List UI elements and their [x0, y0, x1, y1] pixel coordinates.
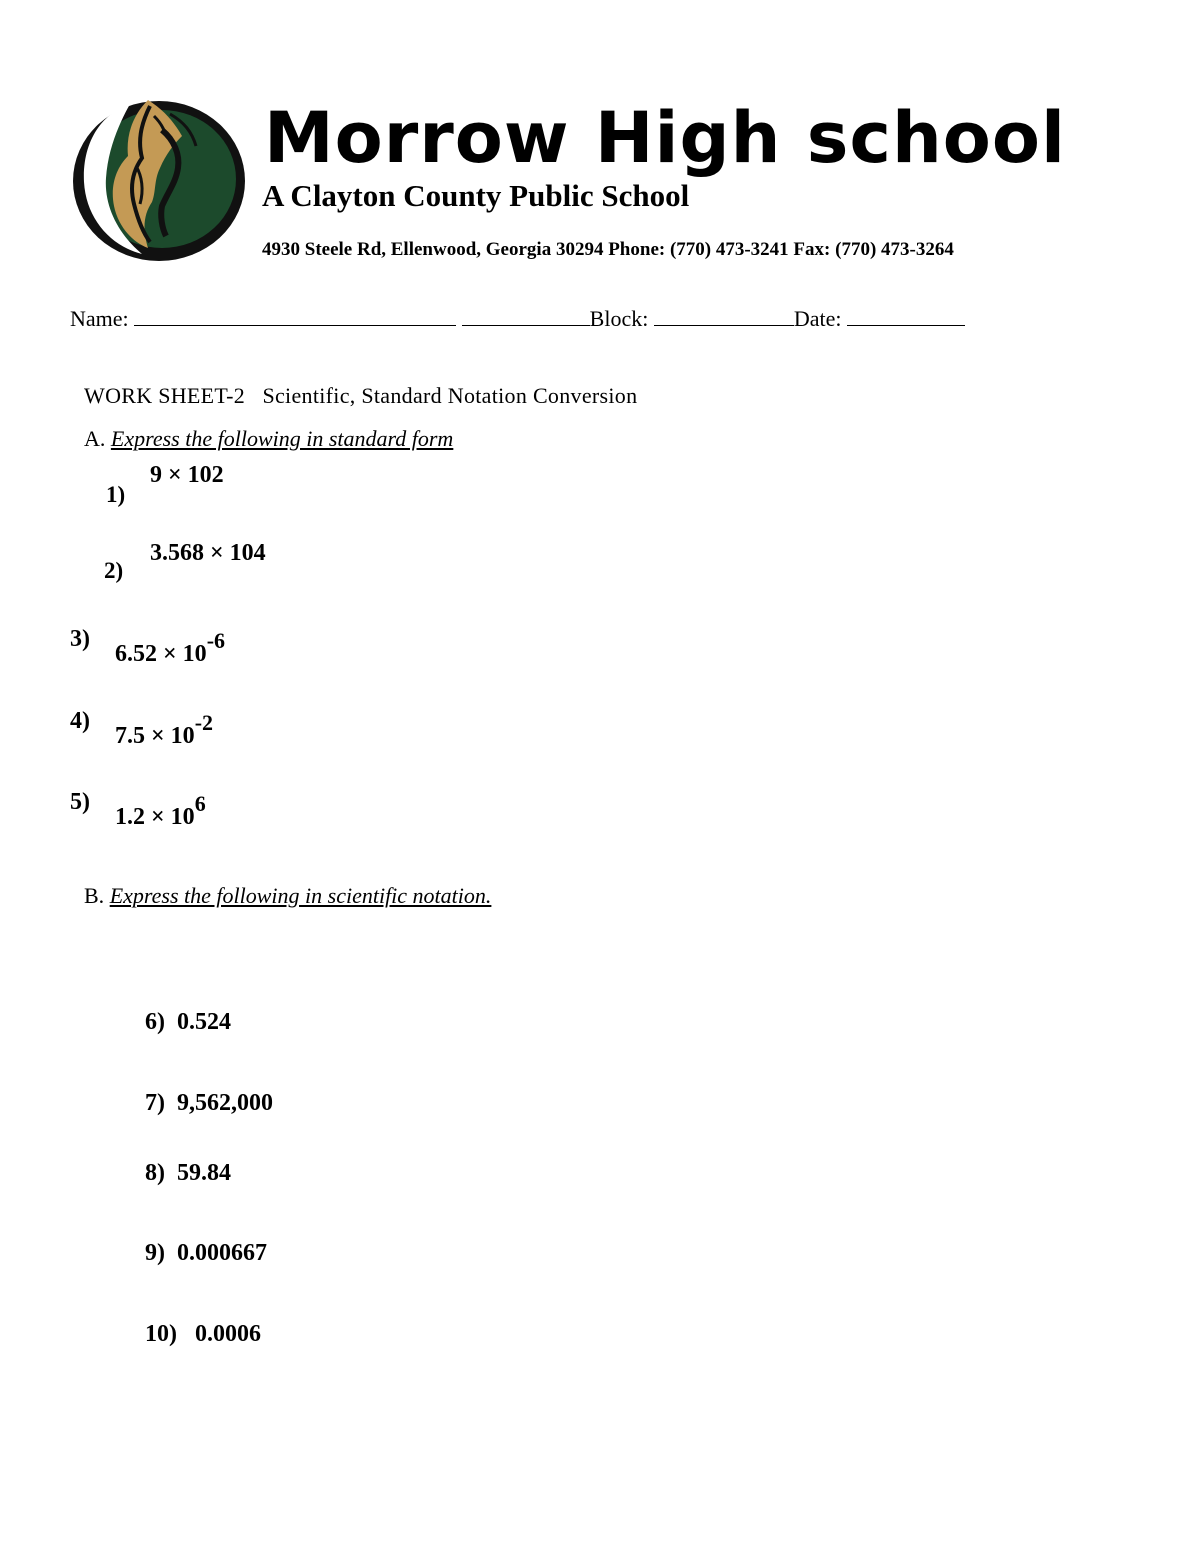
section-b-heading: [84, 883, 491, 909]
problem-expression: 9 × 102: [150, 462, 224, 488]
problem-number: 8): [145, 1160, 165, 1186]
problem-value: 59.84: [177, 1160, 231, 1186]
name-label: Name:: [70, 306, 129, 331]
section-a-heading: [84, 426, 453, 452]
problem-item: [145, 1009, 231, 1036]
problem-item: [145, 1321, 261, 1348]
expression-base: 7.5 × 10: [115, 723, 195, 749]
problem-item: [145, 1090, 273, 1117]
section-a-letter: A.: [84, 426, 106, 451]
date-blank[interactable]: [847, 307, 965, 326]
date-label: Date:: [793, 306, 842, 331]
problem-value: 0.524: [177, 1009, 231, 1035]
problem-number: 1): [106, 482, 126, 507]
name-blank-1[interactable]: [134, 307, 374, 326]
school-name: Morrow High school: [264, 97, 1066, 179]
problem-number: 2): [104, 558, 124, 583]
expression-exponent: -2: [194, 710, 214, 735]
section-b-letter: B.: [84, 883, 105, 908]
problem-item: [145, 1240, 267, 1267]
problem-value: 9,562,000: [177, 1090, 273, 1116]
name-blank-2[interactable]: [374, 307, 456, 326]
expression-base: 6.52 × 10: [115, 641, 207, 667]
worksheet-title: WORK SHEET-2 Scientific, Standard Notation Conversion: [84, 383, 638, 408]
section-b-instruction: Express the following in scientific notation.: [109, 883, 492, 908]
problem-expression: 3.568 × 104: [150, 540, 266, 566]
expression-exponent: 6: [194, 791, 206, 816]
problem-number: 5): [70, 789, 90, 815]
school-address: 4930 Steele Rd, Ellenwood, Georgia 30294 Phone: (770) 473-3241 Fax: (770) 473-3264: [262, 239, 954, 260]
problem-number: 7): [145, 1090, 165, 1116]
problem-number: 6): [145, 1009, 165, 1035]
problem-value: 0.000667: [177, 1240, 267, 1266]
problem-expression: [115, 791, 206, 831]
problem-number: 9): [145, 1240, 165, 1266]
problem-item: [145, 1160, 231, 1187]
expression-exponent: -6: [206, 628, 226, 653]
problem-number: 10): [145, 1321, 177, 1347]
problem-number: 4): [70, 708, 90, 734]
problem-number: 3): [70, 626, 90, 652]
section-a-instruction: Express the following in standard form: [110, 426, 454, 451]
block-label: Block:: [589, 306, 649, 331]
problem-value: 0.0006: [195, 1321, 261, 1347]
problem-expression: [115, 710, 214, 750]
expression-base: 1.2 × 10: [115, 804, 195, 830]
name-blank-3[interactable]: [462, 307, 590, 326]
school-subtitle: A Clayton County Public School: [262, 178, 690, 213]
problem-expression: [115, 628, 226, 668]
school-logo: [70, 96, 246, 262]
student-info-line: [70, 306, 965, 332]
block-blank[interactable]: [654, 307, 794, 326]
